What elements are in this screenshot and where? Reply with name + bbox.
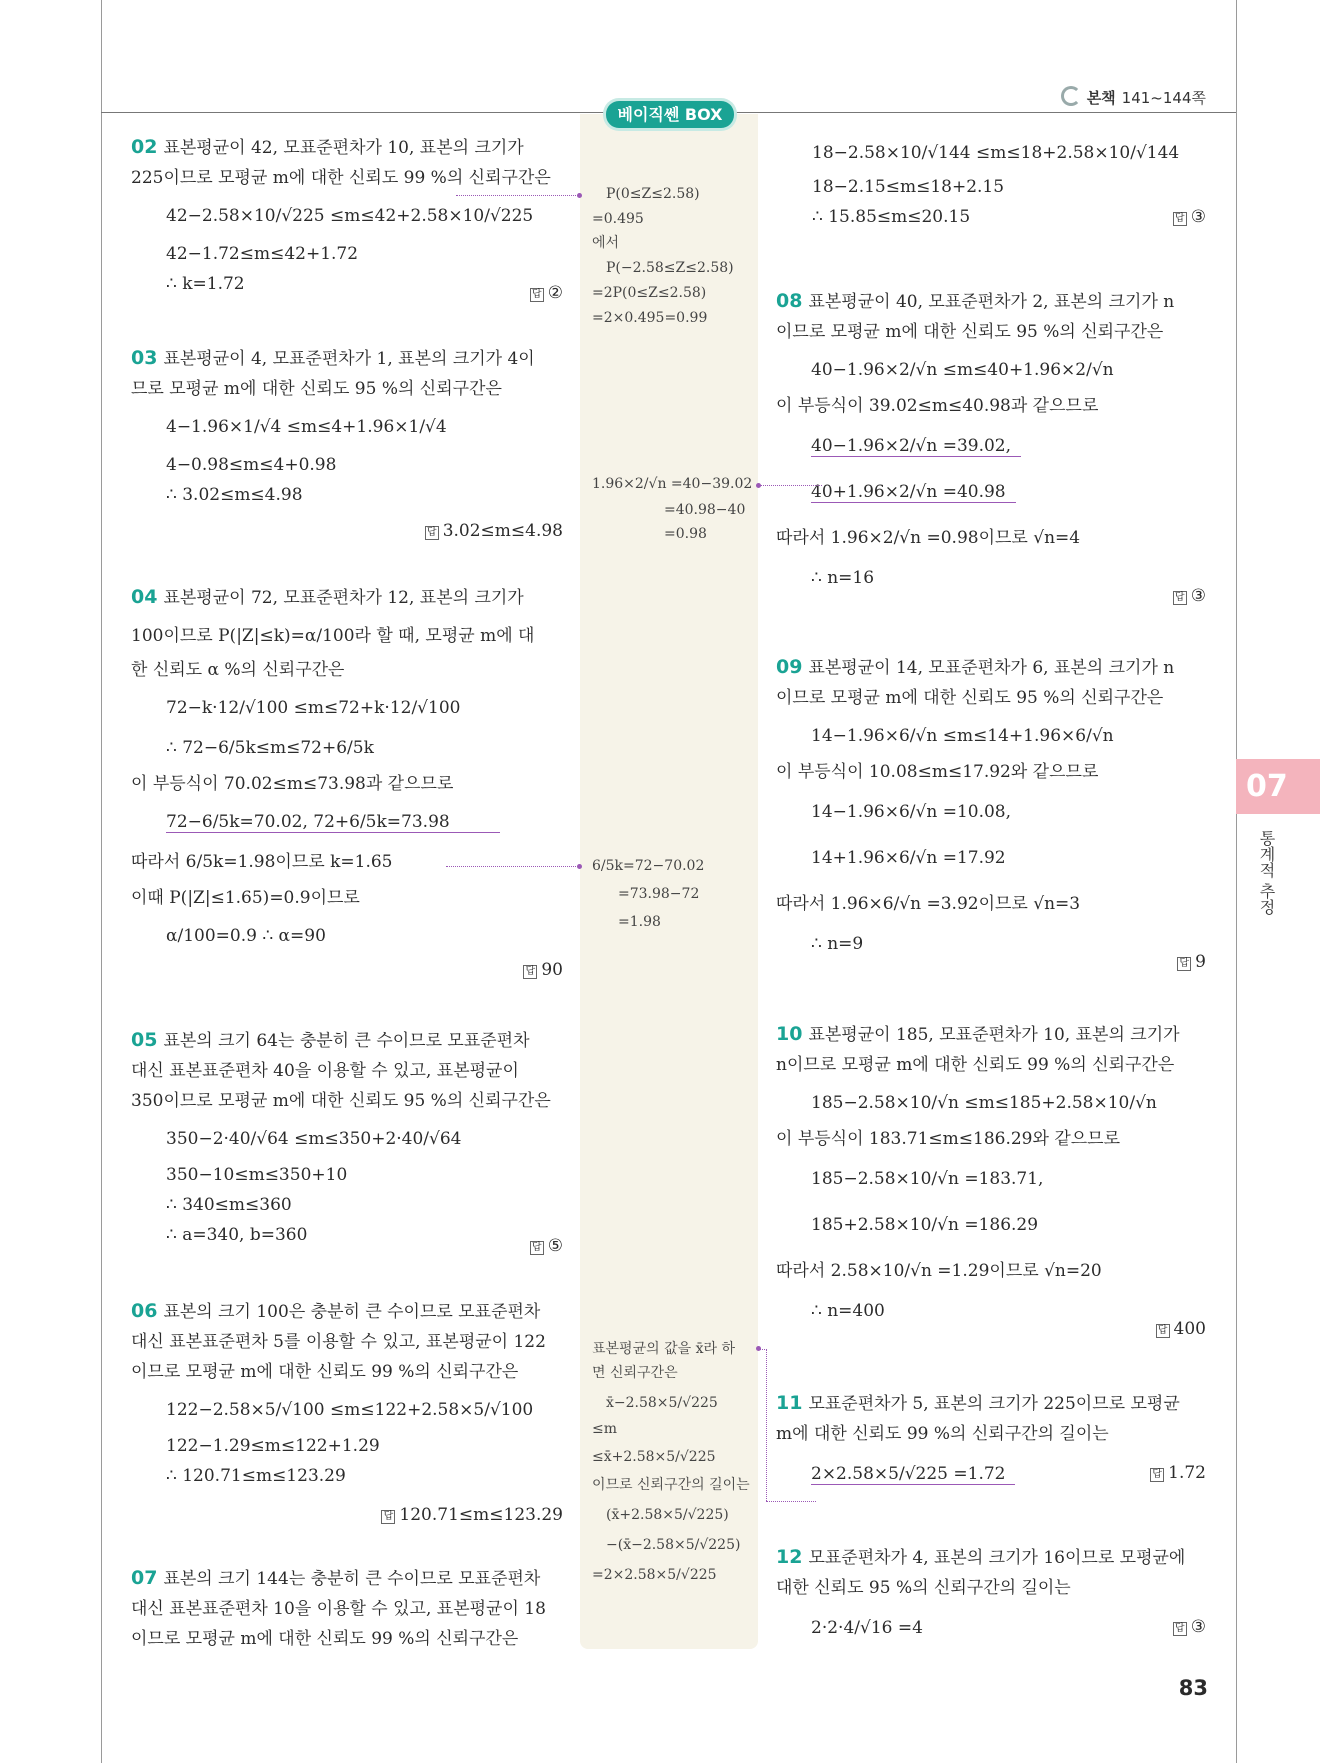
formula: 185−2.58×10/√n =183.71, bbox=[811, 1169, 1044, 1189]
problem-text: 표본평균이 40, 모표준편차가 2, 표본의 크기가 n bbox=[808, 292, 1175, 312]
formula: ∴ a=340, b=360 bbox=[166, 1225, 308, 1245]
formula: 14−1.96×6/√n ≤m≤14+1.96×6/√n bbox=[811, 726, 1114, 746]
page-frame-left bbox=[101, 0, 102, 1763]
answer-icon: 답 bbox=[530, 1241, 544, 1255]
problem-number: 04 bbox=[131, 586, 158, 608]
book-ref-icon bbox=[1061, 86, 1081, 106]
problem-text: m에 대한 신뢰도 99 %의 신뢰구간의 길이는 bbox=[776, 1424, 1109, 1444]
connector-line bbox=[456, 195, 578, 196]
sidenote-11: 표본평균의 값을 x̄라 하 면 신뢰구간은 x̄−2.58×5/√225 ≤m ≤x̄+2.58×5/√225 이므로 신뢰구간의 길이는 (x̄+2.58×5/√225) −(x̄−2.58×5/√225) =2×2.58×5/√225 bbox=[592, 1341, 750, 1583]
problem-text: 표본평균이 42, 모표준편차가 10, 표본의 크기가 bbox=[163, 138, 524, 158]
formula: 122−2.58×5/√100 ≤m≤122+2.58×5/√100 bbox=[166, 1400, 534, 1420]
sidenote-04: 6/5k=72−70.02 =73.98−72 =1.98 bbox=[592, 858, 705, 930]
connector-line bbox=[766, 1501, 816, 1502]
answer: 답 90 bbox=[523, 955, 563, 985]
answer-icon: 답 bbox=[1150, 1468, 1164, 1482]
problem-text: 대한 신뢰도 95 %의 신뢰구간의 길이는 bbox=[776, 1578, 1071, 1598]
problem-number: 07 bbox=[131, 1567, 158, 1589]
sidenote-probability: P(0≤Z≤2.58) =0.495 에서 P(−2.58≤Z≤2.58) =2P(0≤Z≤2.58) =2×0.495=0.99 bbox=[592, 186, 734, 326]
formula: ∴ 340≤m≤360 bbox=[166, 1195, 292, 1215]
problem-text: 따라서 2.58×10/√n =1.29이므로 √n=20 bbox=[776, 1261, 1102, 1281]
answer-icon: 답 bbox=[1177, 957, 1191, 971]
formula: ∴ n=16 bbox=[811, 568, 875, 588]
problem-text: 이 부등식이 183.71≤m≤186.29와 같으므로 bbox=[776, 1129, 1121, 1149]
answer-icon: 답 bbox=[530, 288, 544, 302]
problem-text: 이므로 모평균 m에 대한 신뢰도 95 %의 신뢰구간은 bbox=[776, 688, 1164, 708]
problem-text: 100이므로 P(|Z|≤k)=α/100라 할 때, 모평균 m에 대 bbox=[131, 626, 535, 646]
answer-icon: 답 bbox=[1173, 1622, 1187, 1636]
page-number: 83 bbox=[1178, 1676, 1208, 1700]
problem-text: 표본의 크기 64는 충분히 큰 수이므로 모표준편차 bbox=[163, 1031, 530, 1051]
problem-text: n이므로 모평균 m에 대한 신뢰도 99 %의 신뢰구간은 bbox=[776, 1055, 1175, 1075]
connector-line bbox=[759, 485, 822, 486]
formula: ∴ n=9 bbox=[811, 934, 864, 954]
answer-icon: 답 bbox=[1173, 591, 1187, 605]
problem-text: 표본평균이 14, 모표준편차가 6, 표본의 크기가 n bbox=[808, 658, 1175, 678]
problem-05 bbox=[131, 1025, 563, 1256]
sidenote-08: 1.96×2/√n =40−39.02 =40.98−40 =0.98 bbox=[592, 476, 753, 542]
answer: 답 9 bbox=[1177, 947, 1206, 977]
problem-text: 대신 표본표준편차 10을 이용할 수 있고, 표본평균이 18 bbox=[131, 1599, 546, 1619]
problem-03 bbox=[131, 343, 563, 541]
formula: 2·2·4/√16 =4 bbox=[811, 1618, 923, 1638]
formula: 185+2.58×10/√n =186.29 bbox=[811, 1215, 1039, 1235]
formula: 40−1.96×2/√n ≤m≤40+1.96×2/√n bbox=[811, 360, 1114, 380]
basic-box-label: 베이직쎈 BOX bbox=[606, 101, 734, 128]
formula: ∴ 3.02≤m≤4.98 bbox=[166, 485, 303, 505]
formula: 40−1.96×2/√n =39.02, bbox=[776, 431, 1206, 461]
formula: 185−2.58×10/√n ≤m≤185+2.58×10/√n bbox=[811, 1093, 1157, 1113]
answer: 답 120.71≤m≤123.29 bbox=[381, 1500, 563, 1530]
problem-number: 02 bbox=[131, 136, 158, 158]
problem-07-continued bbox=[776, 138, 1206, 232]
connector-dot bbox=[577, 864, 582, 869]
answer-icon: 답 bbox=[425, 526, 439, 540]
formula: 122−1.29≤m≤122+1.29 bbox=[166, 1436, 380, 1456]
answer: 답 400 bbox=[1156, 1314, 1206, 1344]
page-reference bbox=[1061, 86, 1206, 108]
formula: 2×2.58×5/√225 =1.72 bbox=[776, 1459, 1206, 1489]
formula: 18−2.58×10/√144 ≤m≤18+2.58×10/√144 bbox=[812, 143, 1180, 163]
formula: 14−1.96×6/√n =10.08, bbox=[811, 802, 1012, 822]
formula: ∴ k=1.72 bbox=[166, 274, 245, 294]
problem-text: 이때 P(|Z|≤1.65)=0.9이므로 bbox=[131, 888, 360, 908]
problem-02 bbox=[131, 132, 563, 303]
formula: 72−6/5k=70.02, 72+6/5k=73.98 bbox=[131, 807, 563, 837]
problem-10 bbox=[776, 1019, 1206, 1339]
problem-number: 10 bbox=[776, 1023, 803, 1045]
formula: ∴ 15.85≤m≤20.15 bbox=[812, 207, 971, 227]
formula: ∴ 120.71≤m≤123.29 bbox=[166, 1466, 346, 1486]
formula: 350−2·40/√64 ≤m≤350+2·40/√64 bbox=[166, 1129, 462, 1149]
problem-text: 대신 표본표준편차 40을 이용할 수 있고, 표본평균이 bbox=[131, 1061, 519, 1081]
problem-07 bbox=[131, 1563, 563, 1654]
problem-text: 표본평균이 4, 모표준편차가 1, 표본의 크기가 4이 bbox=[163, 349, 535, 369]
problem-text: 이 부등식이 10.08≤m≤17.92와 같으므로 bbox=[776, 762, 1099, 782]
problem-text: 따라서 1.96×2/√n =0.98이므로 √n=4 bbox=[776, 528, 1081, 548]
problem-text: 따라서 1.96×6/√n =3.92이므로 √n=3 bbox=[776, 894, 1081, 914]
answer: 답 1.72 bbox=[1150, 1458, 1206, 1488]
formula: 4−0.98≤m≤4+0.98 bbox=[166, 455, 337, 475]
formula: 40+1.96×2/√n =40.98 bbox=[776, 477, 1206, 507]
problem-text: 225이므로 모평균 m에 대한 신뢰도 99 %의 신뢰구간은 bbox=[131, 168, 551, 188]
problem-text: 이므로 모평균 m에 대한 신뢰도 99 %의 신뢰구간은 bbox=[131, 1629, 519, 1649]
problem-number: 05 bbox=[131, 1029, 158, 1051]
problem-text: 므로 모평균 m에 대한 신뢰도 95 %의 신뢰구간은 bbox=[131, 379, 502, 399]
problem-text: 한 신뢰도 α %의 신뢰구간은 bbox=[131, 660, 345, 680]
problem-number: 03 bbox=[131, 347, 158, 369]
formula: 4−1.96×1/√4 ≤m≤4+1.96×1/√4 bbox=[166, 417, 447, 437]
problem-number: 11 bbox=[776, 1392, 803, 1414]
problem-text: 이므로 모평균 m에 대한 신뢰도 99 %의 신뢰구간은 bbox=[131, 1362, 519, 1382]
problem-text: 표본평균이 72, 모표준편차가 12, 표본의 크기가 bbox=[163, 588, 524, 608]
formula: 18−2.15≤m≤18+2.15 bbox=[812, 177, 1005, 197]
formula: ∴ n=400 bbox=[811, 1301, 885, 1321]
problem-text: 대신 표본표준편차 5를 이용할 수 있고, 표본평균이 122 bbox=[131, 1332, 546, 1352]
problem-text: 표본평균이 185, 모표준편차가 10, 표본의 크기가 bbox=[808, 1025, 1180, 1045]
connector-dot bbox=[756, 483, 761, 488]
ref-pages: 141~144쪽 bbox=[1121, 89, 1206, 107]
page-frame-right bbox=[1236, 0, 1237, 1763]
answer-icon: 답 bbox=[523, 965, 537, 979]
answer-icon: 답 bbox=[1156, 1324, 1170, 1338]
chapter-tab[interactable]: 07 bbox=[1236, 759, 1320, 814]
formula: 42−2.58×10/√225 ≤m≤42+2.58×10/√225 bbox=[166, 206, 534, 226]
problem-text: 따라서 6/5k=1.98이므로 k=1.65 bbox=[131, 852, 393, 872]
problem-text: 이므로 모평균 m에 대한 신뢰도 95 %의 신뢰구간은 bbox=[776, 322, 1164, 342]
problem-12 bbox=[776, 1542, 1206, 1643]
answer: 답 ③ bbox=[1173, 1612, 1206, 1642]
answer: 답 3.02≤m≤4.98 bbox=[425, 516, 563, 546]
problem-08 bbox=[776, 286, 1206, 606]
ref-label: 본책 bbox=[1086, 89, 1116, 107]
answer: 답 ⑤ bbox=[530, 1231, 563, 1261]
answer-icon: 답 bbox=[1173, 212, 1187, 226]
problem-number: 06 bbox=[131, 1300, 158, 1322]
problem-text: 모표준편차가 5, 표본의 크기가 225이므로 모평균 bbox=[808, 1394, 1180, 1414]
answer: 답 ② bbox=[530, 278, 563, 308]
problem-text: 이 부등식이 70.02≤m≤73.98과 같으므로 bbox=[131, 774, 454, 794]
connector-line bbox=[766, 1349, 767, 1501]
problem-text: 350이므로 모평균 m에 대한 신뢰도 95 %의 신뢰구간은 bbox=[131, 1091, 551, 1111]
formula: ∴ 72−6/5k≤m≤72+6/5k bbox=[166, 738, 374, 758]
problem-text: 이 부등식이 39.02≤m≤40.98과 같으므로 bbox=[776, 396, 1099, 416]
formula: 42−1.72≤m≤42+1.72 bbox=[166, 244, 359, 264]
chapter-title: 통계적 추정 bbox=[1257, 830, 1276, 916]
problem-09 bbox=[776, 652, 1206, 972]
answer: 답 ③ bbox=[1173, 581, 1206, 611]
problem-number: 12 bbox=[776, 1546, 803, 1568]
answer: 답 ③ bbox=[1173, 202, 1206, 232]
problem-text: 표본의 크기 144는 충분히 큰 수이므로 모표준편차 bbox=[163, 1569, 541, 1589]
formula: 72−k·12/√100 ≤m≤72+k·12/√100 bbox=[166, 698, 461, 718]
problem-text: 모표준편차가 4, 표본의 크기가 16이므로 모평균에 bbox=[808, 1548, 1186, 1568]
problem-number: 08 bbox=[776, 290, 803, 312]
formula: α/100=0.9 ∴ α=90 bbox=[166, 926, 326, 946]
problem-text: 표본의 크기 100은 충분히 큰 수이므로 모표준편차 bbox=[163, 1302, 541, 1322]
problem-04 bbox=[131, 582, 563, 980]
problem-number: 09 bbox=[776, 656, 803, 678]
problem-11 bbox=[776, 1388, 1206, 1489]
answer-icon: 답 bbox=[381, 1510, 395, 1524]
formula: 350−10≤m≤350+10 bbox=[166, 1165, 348, 1185]
connector-dot bbox=[577, 193, 582, 198]
problem-06 bbox=[131, 1296, 563, 1525]
connector-line bbox=[446, 866, 578, 867]
formula: 14+1.96×6/√n =17.92 bbox=[811, 848, 1006, 868]
